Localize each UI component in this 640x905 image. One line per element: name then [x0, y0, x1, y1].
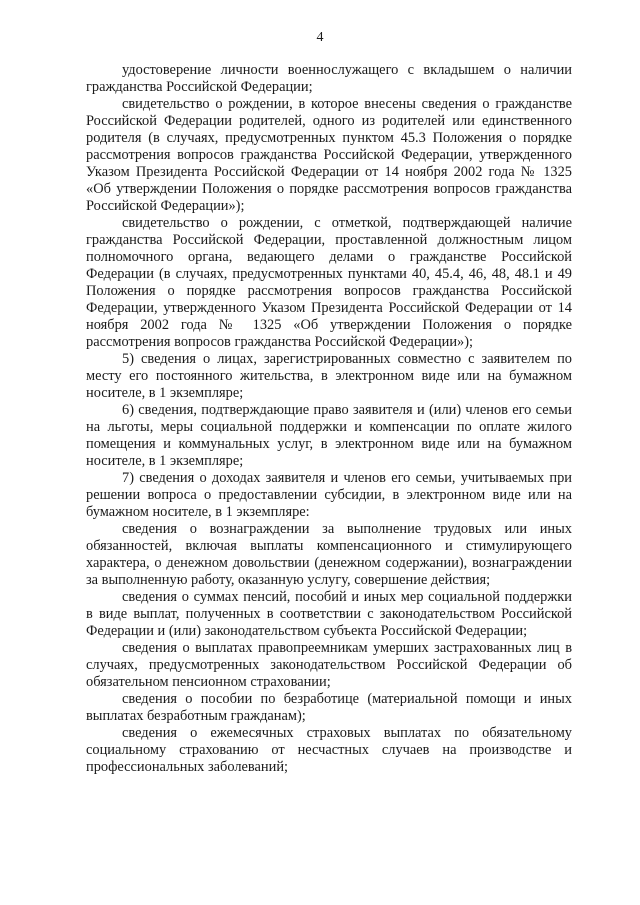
- paragraph: свидетельство о рождении, в которое внесены сведения о гражданстве Российской Федерации родителей, одного из родителей или единственного родителя (в случаях, предусмотренных пунктом 45.3 Положения о порядке рассмотрения вопросов гражданства Российской Федерации, утвержденного Указом Президента Российской Федерации от 14 ноября 2002 года № 1325 «Об утверждении Положения о порядке рассмотрения вопросов гражданства Российской Федерации»);: [86, 96, 572, 214]
- paragraph: 5) сведения о лицах, зарегистрированных совместно с заявителем по месту его постоянного жительства, в электронном виде или на бумажном носителе, в 1 экземпляре;: [86, 351, 572, 401]
- paragraph: сведения о суммах пенсий, пособий и иных мер социальной поддержки в виде выплат, полученных в соответствии с законодательством Российской Федерации и (или) законодательством субъекта Российской Федерации;: [86, 589, 572, 639]
- paragraph: удостоверение личности военнослужащего с вкладышем о наличии гражданства Российской Федерации;: [86, 62, 572, 95]
- paragraph: свидетельство о рождении, с отметкой, подтверждающей наличие гражданства Российской Федерации, проставленной должностным лицом полномочного органа, ведающего делами о гражданстве Российской Федерации (в случаях, предусмотренных пунктами 40, 45.4, 46, 48, 48.1 и 49 Положения о порядке рассмотрения вопросов гражданства Российской Федерации, утвержденного Указом Президента Российской Федерации от 14 ноября 2002 года № 1325 «Об утверждении Положения о порядке рассмотрения вопросов гражданства Российской Федерации»);: [86, 215, 572, 350]
- paragraph: сведения о выплатах правопреемникам умерших застрахованных лиц в случаях, предусмотренных законодательством Российской Федерации об обязательном пенсионном страховании;: [86, 640, 572, 690]
- paragraph: сведения о пособии по безработице (материальной помощи и иных выплатах безработным гражданам);: [86, 691, 572, 724]
- paragraph: 6) сведения, подтверждающие право заявителя и (или) членов его семьи на льготы, меры социальной поддержки и компенсации по оплате жилого помещения и коммунальных услуг, в электронном виде или на бумажном носителе, в 1 экземпляре;: [86, 402, 572, 469]
- document-body: [86, 62, 572, 776]
- page-number: 4: [316, 30, 324, 45]
- paragraph: сведения о вознаграждении за выполнение трудовых или иных обязанностей, включая выплаты компенсационного и стимулирующего характера, о денежном довольствии (денежном содержании), вознаграждении за выполненную работу, оказанную услугу, совершение действия;: [86, 521, 572, 588]
- paragraph: 7) сведения о доходах заявителя и членов его семьи, учитываемых при решении вопроса о предоставлении субсидии, в электронном виде или на бумажном носителе, в 1 экземпляре:: [86, 470, 572, 520]
- paragraph: сведения о ежемесячных страховых выплатах по обязательному социальному страхованию от несчастных случаев на производстве и профессиональных заболеваний;: [86, 725, 572, 775]
